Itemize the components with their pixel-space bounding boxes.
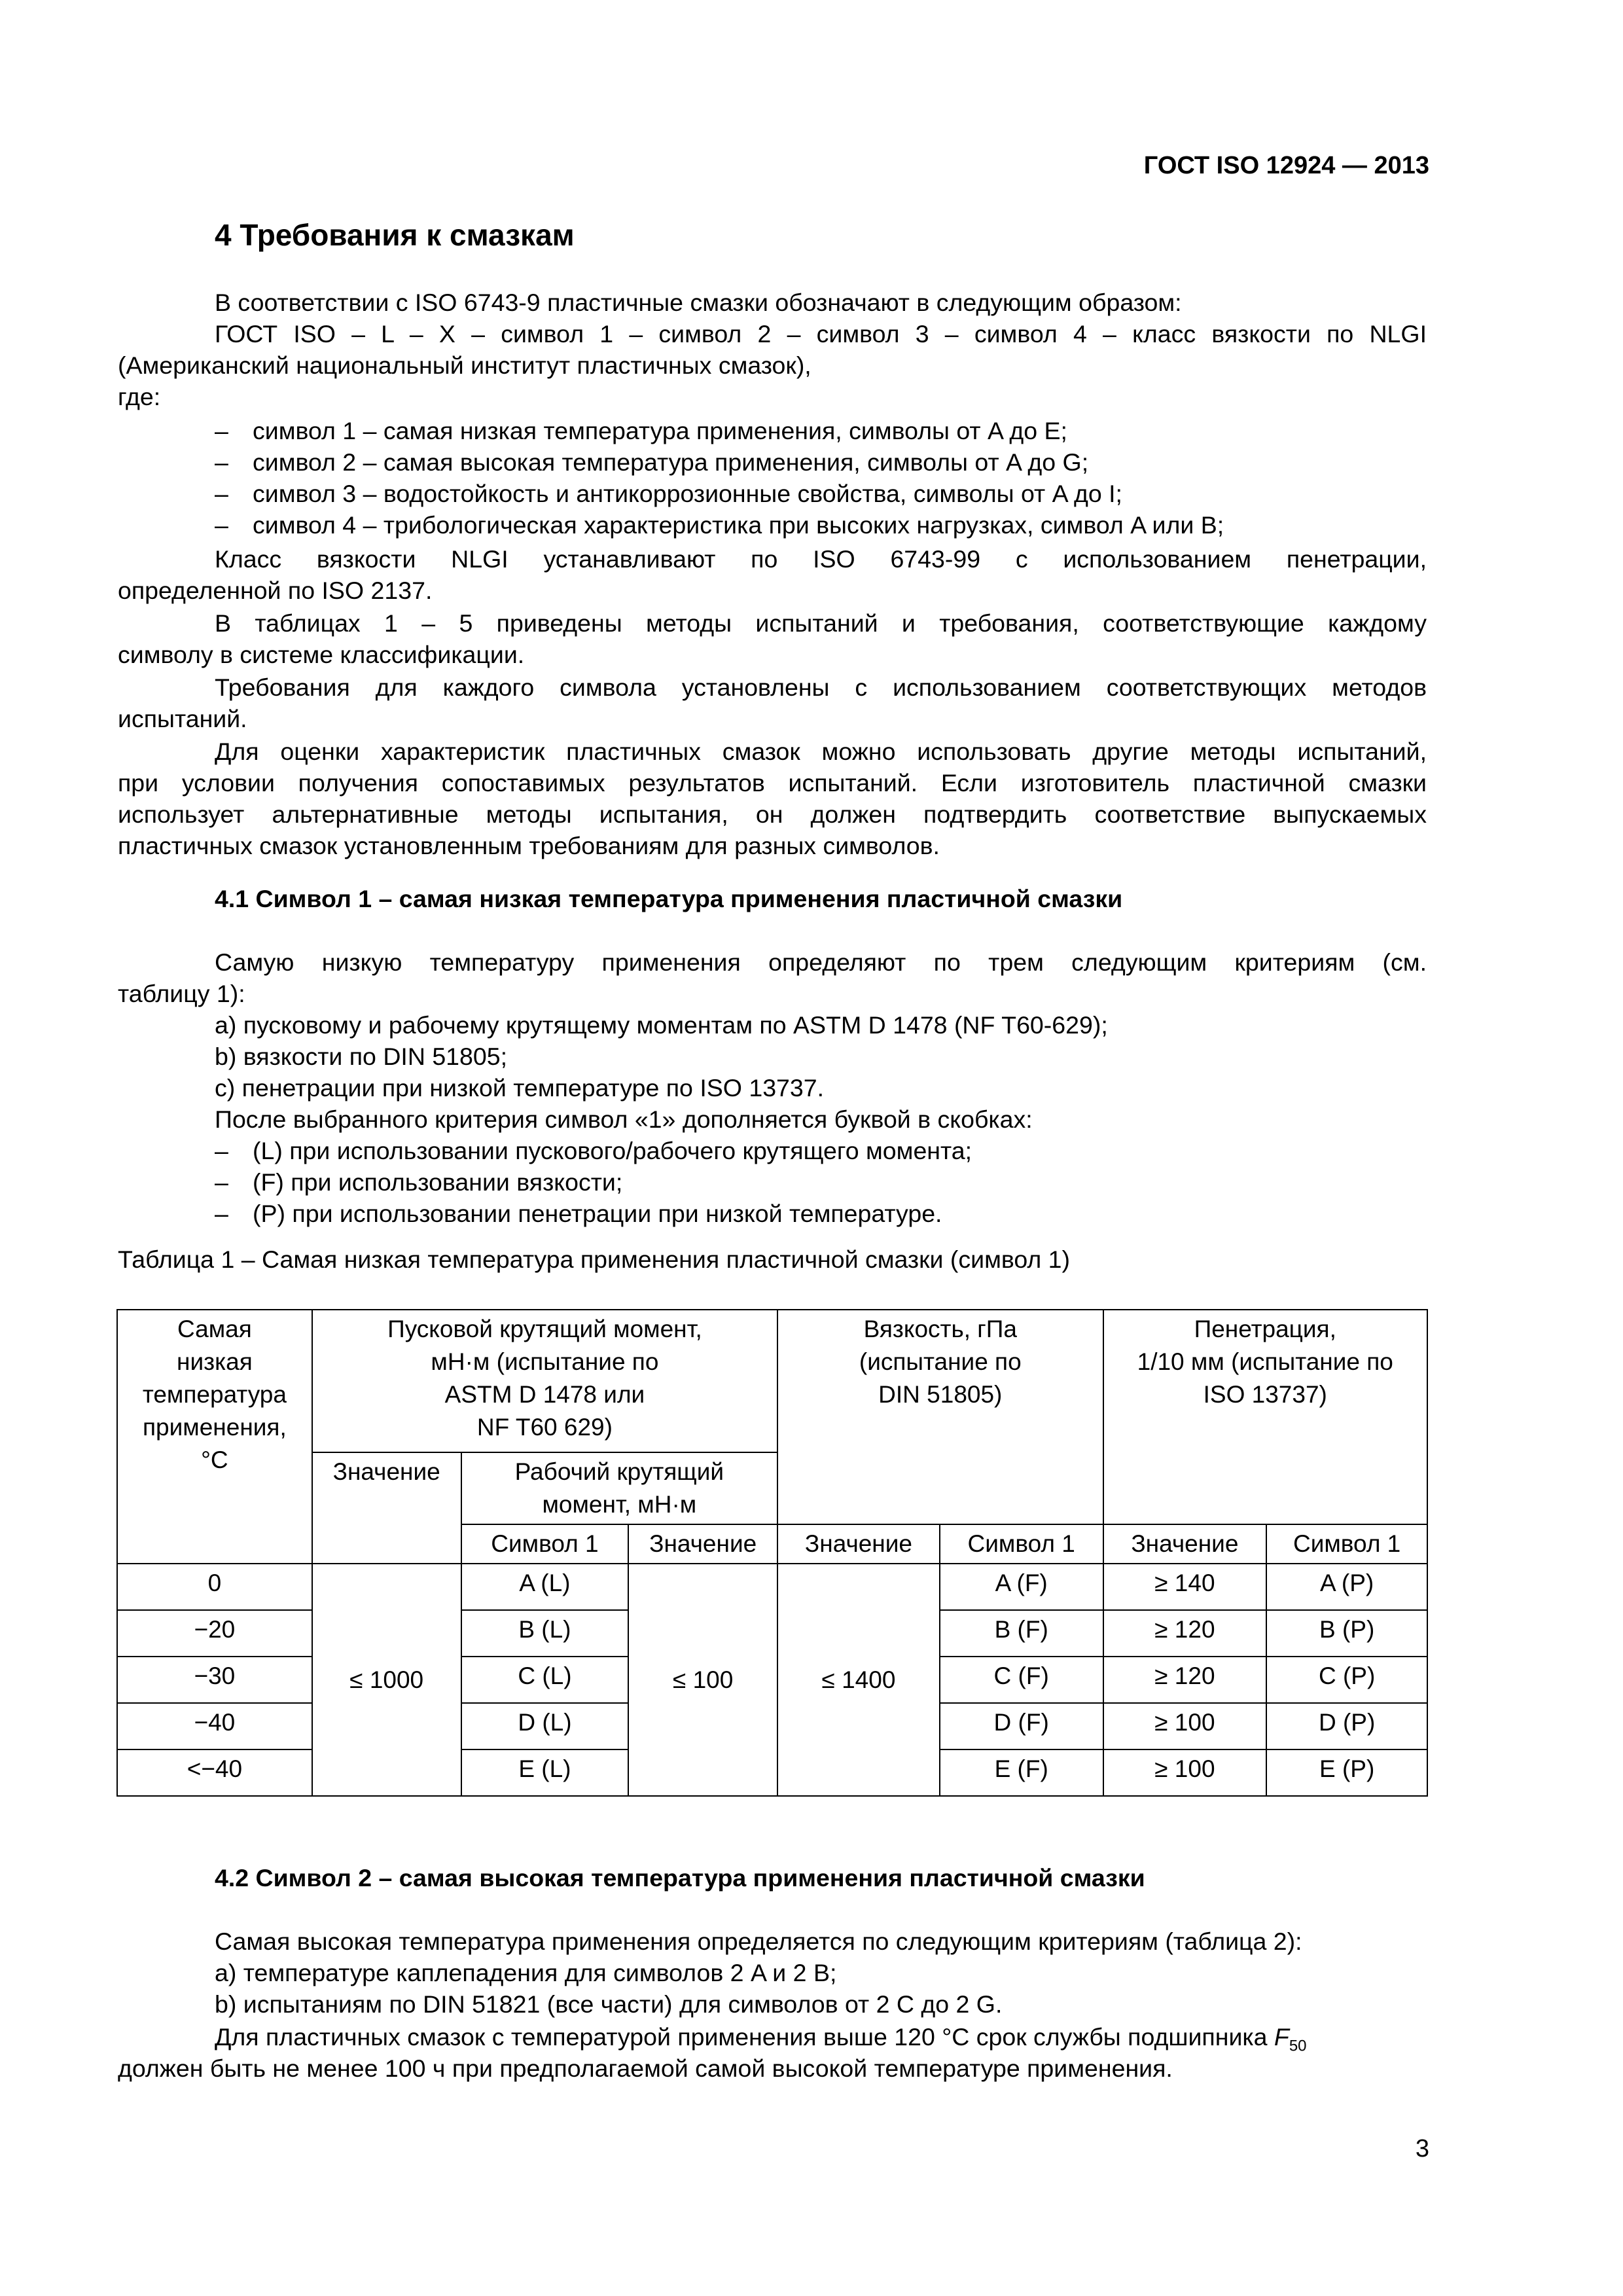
start-value-cell: ≤ 1000 [312, 1564, 461, 1796]
list-item: a) температуре каплепадения для символов 2 A и 2 B; [215, 1959, 837, 1986]
symbol-f-cell: E (F) [940, 1749, 1103, 1796]
list-item: символ 2 – самая высокая температура применения, символы от A до G; [253, 448, 1089, 476]
paragraph: ГОСТ ISO – L – X – символ 1 – символ 2 – символ 3 – символ 4 – класс вязкости по NLGI [215, 320, 1427, 348]
paragraph: при условии получения сопоставимых результатов испытаний. Если изготовитель пластичной смазки [118, 769, 1427, 797]
paragraph: пластичных смазок установленным требованиям для разных символов. [118, 832, 940, 859]
temp-cell: 0 [117, 1564, 312, 1610]
header-symbol-l: Символ 1 [461, 1524, 629, 1564]
page-number: 3 [1415, 2135, 1429, 2162]
list-dash: – [215, 511, 228, 539]
list-dash: – [215, 1200, 228, 1227]
visc-value-cell: ≤ 1400 [777, 1564, 940, 1796]
symbol-p-cell: A (P) [1266, 1564, 1427, 1610]
list-item: символ 3 – водостойкость и антикоррозионные свойства, символы от A до I; [253, 480, 1122, 507]
paragraph: таблицу 1): [118, 980, 245, 1007]
list-dash: – [215, 480, 228, 507]
symbol-l-cell: C (L) [461, 1657, 629, 1703]
section-4-2-title: 4.2 Символ 2 – самая высокая температура применения пластичной смазки [215, 1864, 1145, 1892]
symbol-p-cell: B (P) [1266, 1610, 1427, 1657]
header-viscosity: Вязкость, гПа (испытание по DIN 51805) [777, 1310, 1103, 1524]
paragraph: использует альтернативные методы испытания, он должен подтвердить соответствие выпускаемых [118, 800, 1427, 828]
paragraph: Самую низкую температуру применения определяют по трем следующим критериям (см. [215, 948, 1427, 976]
list-dash: – [215, 417, 228, 444]
table-caption: Таблица 1 – Самая низкая температура применения пластичной смазки (символ 1) [118, 1246, 1071, 1273]
header-starting-torque: Пусковой крутящий момент, мН·м (испытание по ASTM D 1478 или NF T60 629) [312, 1310, 777, 1452]
list-item: символ 1 – самая низкая температура применения, символы от A до E; [253, 417, 1067, 444]
header-temperature: Самая низкая температура применения, °С [117, 1310, 312, 1564]
table-row [117, 1564, 1427, 1610]
symbol-p-cell: C (P) [1266, 1657, 1427, 1703]
paragraph: В таблицах 1 – 5 приведены методы испытаний и требования, соответствующие каждому [215, 609, 1427, 637]
paragraph: В соответствии с ISO 6743-9 пластичные смазки обозначают в следующим образом: [215, 289, 1182, 316]
symbol-f-cell: C (F) [940, 1657, 1103, 1703]
table-1 [116, 1309, 1428, 1797]
symbol-f-cell: D (F) [940, 1703, 1103, 1749]
list-item: b) вязкости по DIN 51805; [215, 1043, 508, 1070]
symbol-l-cell: B (L) [461, 1610, 629, 1657]
paragraph: испытаний. [118, 705, 247, 732]
list-item: (P) при использовании пенетрации при низкой температуре. [253, 1200, 942, 1227]
list-item: (F) при использовании вязкости; [253, 1168, 623, 1196]
paragraph: где: [118, 383, 161, 410]
temp-cell: −30 [117, 1657, 312, 1703]
paragraph: (Американский национальный институт пластичных смазок), [118, 351, 812, 379]
paragraph: определенной по ISO 2137. [118, 577, 433, 604]
list-item: c) пенетрации при низкой температуре по ISO 13737. [215, 1074, 825, 1102]
list-dash: – [215, 448, 228, 476]
symbol-f-cell: A (F) [940, 1564, 1103, 1610]
temp-cell: −40 [117, 1703, 312, 1749]
header-work-value: Значение [628, 1524, 777, 1564]
pen-value-cell: ≥ 120 [1103, 1657, 1267, 1703]
paragraph: Для пластичных смазок с температурой применения выше 120 °С срок службы подшипника $F_{50}$ [215, 2023, 1307, 2055]
symbol-f-cell: B (F) [940, 1610, 1103, 1657]
work-value-cell: ≤ 100 [628, 1564, 777, 1796]
list-dash: – [215, 1137, 228, 1164]
header-start-value: Значение [312, 1452, 461, 1564]
temp-cell: <−40 [117, 1749, 312, 1796]
header-pen-value: Значение [1103, 1524, 1267, 1564]
pen-value-cell: ≥ 120 [1103, 1610, 1267, 1657]
header-penetration: Пенетрация, 1/10 мм (испытание по ISO 13737) [1103, 1310, 1428, 1524]
pen-value-cell: ≥ 100 [1103, 1749, 1267, 1796]
temp-cell: −20 [117, 1610, 312, 1657]
document-header: ГОСТ ISO 12924 — 2013 [1143, 152, 1429, 179]
paragraph: Самая высокая температура применения определяется по следующим критериям (таблица 2): [215, 1928, 1302, 1955]
header-symbol-f: Символ 1 [940, 1524, 1103, 1564]
list-item: b) испытаниям по DIN 51821 (все части) для символов от 2 C до 2 G. [215, 1990, 1003, 2018]
header-visc-value: Значение [777, 1524, 940, 1564]
paragraph: Для оценки характеристик пластичных смазок можно использовать другие методы испытаний, [215, 738, 1427, 765]
section-4-1-title: 4.1 Символ 1 – самая низкая температура применения пластичной смазки [215, 885, 1123, 912]
list-item: a) пусковому и рабочему крутящему моментам по ASTM D 1478 (NF T60-629); [215, 1011, 1108, 1039]
list-item: символ 4 – трибологическая характеристика при высоких нагрузках, символ A или B; [253, 511, 1224, 539]
paragraph: После выбранного критерия символ «1» дополняется буквой в скобках: [215, 1105, 1033, 1133]
pen-value-cell: ≥ 140 [1103, 1564, 1267, 1610]
symbol-l-cell: D (L) [461, 1703, 629, 1749]
paragraph: символу в системе классификации. [118, 641, 525, 668]
paragraph: должен быть не менее 100 ч при предполагаемой самой высокой температуре применения. [118, 2054, 1173, 2082]
list-dash: – [215, 1168, 228, 1196]
section-4-title: 4 Требования к смазкам [215, 218, 575, 252]
header-working-torque: Рабочий крутящий момент, мН·м [461, 1452, 777, 1524]
symbol-l-cell: A (L) [461, 1564, 629, 1610]
symbol-l-cell: E (L) [461, 1749, 629, 1796]
list-item: (L) при использовании пускового/рабочего крутящего момента; [253, 1137, 972, 1164]
symbol-p-cell: E (P) [1266, 1749, 1427, 1796]
pen-value-cell: ≥ 100 [1103, 1703, 1267, 1749]
symbol-p-cell: D (P) [1266, 1703, 1427, 1749]
header-symbol-p: Символ 1 [1266, 1524, 1427, 1564]
paragraph: Требования для каждого символа установлены с использованием соответствующих методов [215, 673, 1427, 701]
paragraph: Класс вязкости NLGI устанавливают по ISO 6743-99 с использованием пенетрации, [215, 545, 1427, 573]
